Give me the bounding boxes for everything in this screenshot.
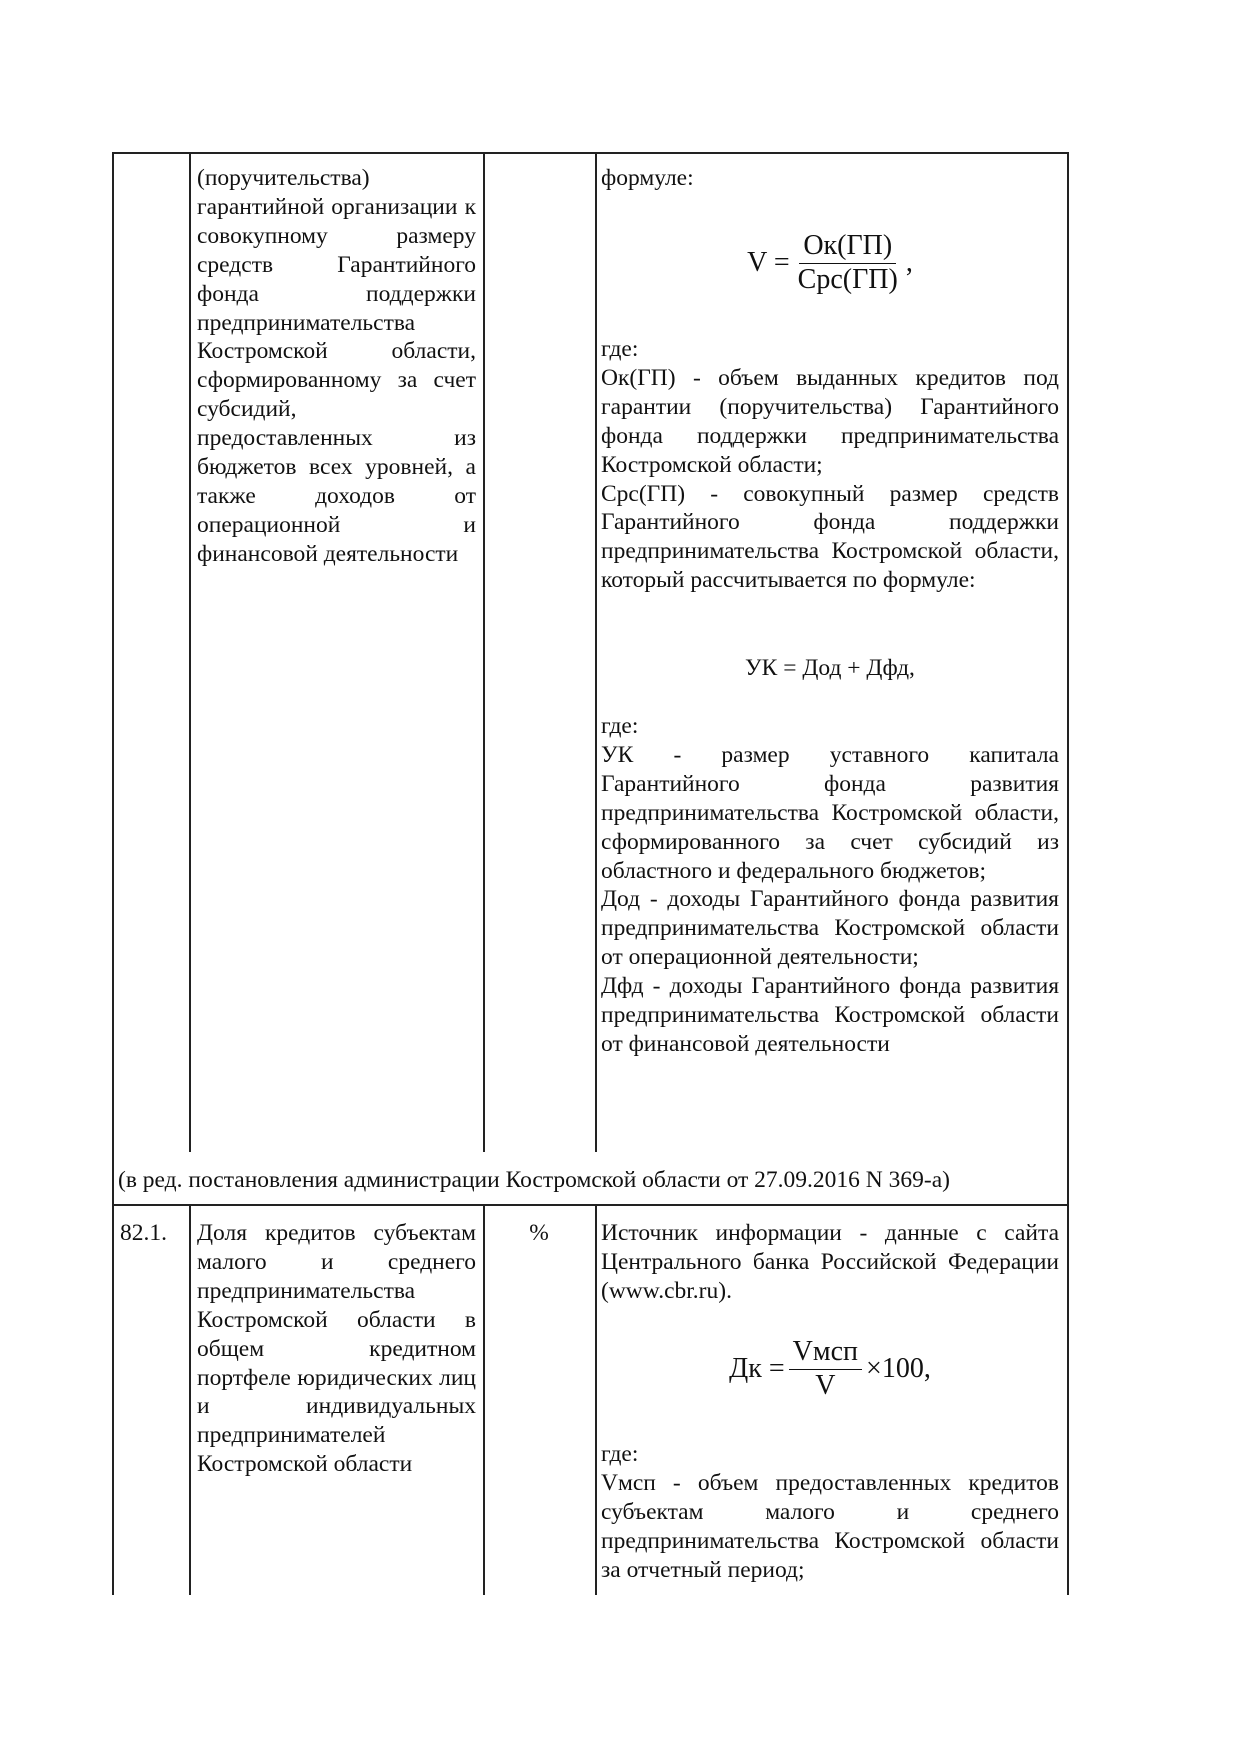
formula-v-numerator: Ок(ГП): [799, 232, 896, 264]
row2-source: Источник информации - данные с сайта Центрального банка Российской Федерации (www.cbr.ru).: [601, 1220, 1059, 1304]
col-divider-1: [189, 152, 191, 1152]
formula-v-fraction: [794, 229, 902, 295]
definition-uk: УК - размер уставного капитала Гарантийного фонда развития предпринимательства Костромской области, сформированного за счет субсидий из областного и федерального бюджетов;: [601, 741, 1059, 884]
col-divider-2b: [483, 1204, 485, 1595]
formula-dk-lhs: Дк =: [729, 1352, 785, 1384]
definition-srs-gp: Срс(ГП) - совокупный размер средств Гарантийного фонда поддержки предпринимательства Костромской области, который рассчитывается по формуле:: [601, 480, 1059, 594]
where-label: где:: [601, 1441, 639, 1467]
row1-indicator: (поручительства) гарантийной организации к совокупному размеру средств Гарантийного фонда поддержки предпринимательства Костромской области, сформированному за счет субсидий, предоставленных из бюджетов всех уровней, а также доходов от операционной и финансовой деятельности: [197, 165, 476, 567]
table-left-border: [112, 152, 114, 1595]
formula-v-tail: ,: [905, 246, 913, 278]
row2-indicator: Доля кредитов субъектам малого и среднего предпринимательства Костромской области в общем кредитном портфеле юридических лиц и индивидуальных предпринимателей Костромской области: [197, 1220, 476, 1478]
formula-dk: [601, 1324, 1059, 1414]
where-label: где:: [601, 713, 639, 739]
formula-v-denominator: Срс(ГП): [797, 263, 898, 295]
table-top-border: [112, 152, 1069, 154]
where-label: где:: [601, 336, 639, 362]
row1-method-intro: формуле:: [601, 165, 694, 191]
col-divider-3b: [595, 1204, 597, 1595]
definition-dod: Дод - доходы Гарантийного фонда развития предпринимательства Костромской области от операционной деятельности;: [601, 886, 1059, 971]
table-right-border: [1067, 152, 1069, 1595]
formula-dk-fraction: [789, 1335, 862, 1401]
formula-dk-denominator: V: [815, 1369, 836, 1401]
formula-v-lhs: V =: [747, 246, 790, 278]
col-divider-2: [483, 152, 485, 1152]
row2-unit: %: [529, 1220, 549, 1246]
formula-v: [601, 218, 1059, 308]
formula-dk-tail: ×100,: [866, 1352, 931, 1384]
definition-vmsp: Vмсп - объем предоставленных кредитов субъектам малого и среднего предпринимательства Костромской области за отчетный период;: [601, 1469, 1059, 1583]
row-divider: [112, 1204, 1069, 1206]
formula-uk: УК = Дод + Дфд,: [745, 654, 915, 681]
definition-dfd: Дфд - доходы Гарантийного фонда развития предпринимательства Костромской области от финансовой деятельности: [601, 973, 1059, 1057]
row1-definitions-b: [601, 712, 1059, 1059]
col-divider-1b: [189, 1204, 191, 1595]
col-divider-3: [595, 152, 597, 1152]
definition-ok-gp: Ок(ГП) - объем выданных кредитов под гарантии (поручительства) Гарантийного фонда поддержки предпринимательства Костромской области;: [601, 364, 1059, 478]
row2-definitions: [601, 1440, 1059, 1585]
formula-dk-numerator: Vмсп: [789, 1338, 862, 1370]
row2-number: 82.1.: [120, 1220, 167, 1246]
row1-definitions-a: [601, 335, 1059, 595]
amendment-note: (в ред. постановления администрации Костромской области от 27.09.2016 N 369-а): [118, 1167, 950, 1193]
